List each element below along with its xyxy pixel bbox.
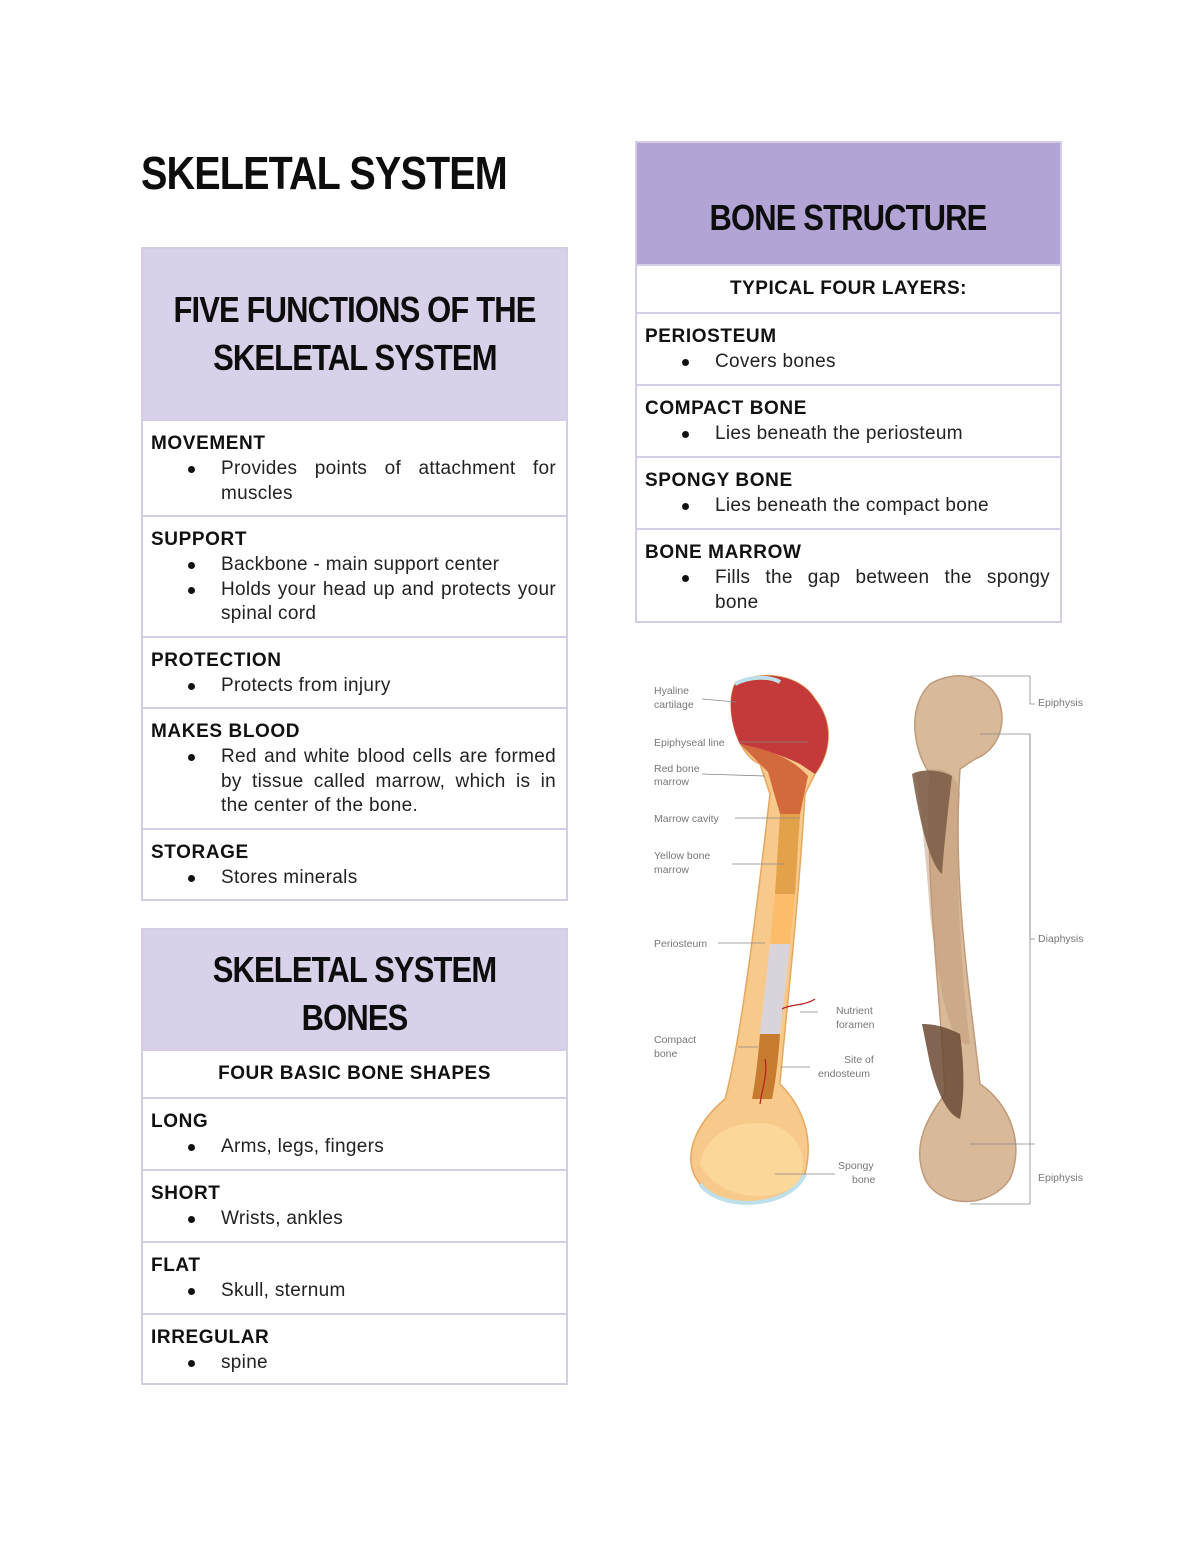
bullet-list bbox=[151, 553, 556, 627]
list-item: Covers bones bbox=[715, 350, 1050, 375]
section-flat bbox=[143, 1241, 566, 1313]
bullet-list bbox=[151, 745, 556, 819]
label-nutrient-2: foramen bbox=[836, 1019, 875, 1031]
section-title: MOVEMENT bbox=[151, 433, 266, 454]
label-yellow-marrow-2: marrow bbox=[654, 864, 690, 876]
section-support bbox=[143, 515, 566, 636]
section-title: BONE MARROW bbox=[645, 542, 802, 563]
functions-heading-line2: SKELETAL SYSTEM bbox=[212, 337, 497, 378]
functions-sections bbox=[143, 419, 566, 902]
list-item: Arms, legs, fingers bbox=[221, 1135, 556, 1160]
bullet-list bbox=[151, 866, 556, 891]
bullet-list bbox=[645, 566, 1050, 615]
bones-subheading: FOUR BASIC BONE SHAPES bbox=[143, 1049, 566, 1097]
section-title: SPONGY BONE bbox=[645, 470, 793, 491]
section-periosteum bbox=[637, 312, 1060, 384]
list-item: Red and white blood cells are formed by tissue called marrow, which is in the center of the bone. bbox=[221, 745, 556, 819]
structure-card bbox=[635, 141, 1062, 623]
bullet-list bbox=[151, 1135, 556, 1160]
list-item: Backbone - main support center bbox=[221, 553, 556, 578]
functions-heading-line1: FIVE FUNCTIONS OF THE bbox=[173, 289, 536, 330]
bones-card-header bbox=[143, 930, 566, 1049]
structure-sections bbox=[637, 312, 1060, 623]
label-compact-2: bone bbox=[654, 1048, 678, 1060]
section-title: PERIOSTEUM bbox=[645, 326, 777, 347]
section-spongy-bone bbox=[637, 456, 1060, 528]
bones-heading: SKELETAL SYSTEM BONES bbox=[212, 948, 497, 1038]
list-item: Stores minerals bbox=[221, 866, 556, 891]
label-hyaline-2: cartilage bbox=[654, 699, 694, 711]
section-title: FLAT bbox=[151, 1255, 201, 1276]
section-title: LONG bbox=[151, 1111, 209, 1132]
section-makes-blood bbox=[143, 707, 566, 828]
list-item: Skull, sternum bbox=[221, 1279, 556, 1304]
sectioned-bone-illustration bbox=[691, 676, 828, 1203]
structure-card-header bbox=[637, 143, 1060, 264]
section-title: PROTECTION bbox=[151, 650, 282, 671]
bullet-list bbox=[151, 1207, 556, 1232]
list-item: Protects from injury bbox=[221, 674, 556, 699]
section-irregular bbox=[143, 1313, 566, 1385]
label-yellow-marrow-1: Yellow bone bbox=[654, 850, 711, 862]
long-bone-diagram bbox=[640, 664, 1110, 1224]
label-spongy-1: Spongy bbox=[838, 1160, 874, 1172]
section-storage bbox=[143, 828, 566, 902]
label-endosteum-2: endosteum bbox=[818, 1068, 870, 1080]
bullet-list bbox=[151, 1279, 556, 1304]
label-epiphysis-bottom: Epiphysis bbox=[1038, 1172, 1083, 1184]
exterior-bone-illustration bbox=[912, 676, 1016, 1202]
bones-card bbox=[141, 928, 568, 1385]
label-nutrient-1: Nutrient bbox=[836, 1005, 873, 1017]
bones-sections bbox=[143, 1097, 566, 1385]
label-compact-1: Compact bbox=[654, 1034, 697, 1046]
label-spongy-2: bone bbox=[852, 1174, 876, 1186]
structure-heading: BONE STRUCTURE bbox=[710, 196, 987, 238]
bullet-list bbox=[151, 1351, 556, 1376]
bullet-list bbox=[645, 350, 1050, 375]
bullet-list bbox=[645, 494, 1050, 519]
list-item: Holds your head up and protects your spinal cord bbox=[221, 578, 556, 627]
section-title: STORAGE bbox=[151, 842, 249, 863]
section-long bbox=[143, 1097, 566, 1169]
list-item: Lies beneath the periosteum bbox=[715, 422, 1050, 447]
functions-card-header bbox=[143, 249, 566, 419]
section-bone-marrow bbox=[637, 528, 1060, 623]
section-movement bbox=[143, 419, 566, 515]
section-title: IRREGULAR bbox=[151, 1327, 270, 1348]
list-item: Fills the gap between the spongy bone bbox=[715, 566, 1050, 615]
section-compact-bone bbox=[637, 384, 1060, 456]
structure-subheading: TYPICAL FOUR LAYERS: bbox=[637, 264, 1060, 312]
label-red-marrow-2: marrow bbox=[654, 776, 690, 788]
label-epiphyseal-line: Epiphyseal line bbox=[654, 737, 725, 749]
label-diaphysis: Diaphysis bbox=[1038, 933, 1084, 945]
list-item: Wrists, ankles bbox=[221, 1207, 556, 1232]
section-title: COMPACT BONE bbox=[645, 398, 808, 419]
label-epiphysis-top: Epiphysis bbox=[1038, 697, 1083, 709]
label-hyaline-1: Hyaline bbox=[654, 685, 690, 697]
label-periosteum: Periosteum bbox=[654, 938, 708, 950]
section-title: MAKES BLOOD bbox=[151, 721, 301, 742]
page-title: SKELETAL SYSTEM bbox=[141, 147, 507, 199]
functions-card bbox=[141, 247, 568, 901]
section-short bbox=[143, 1169, 566, 1241]
list-item: Lies beneath the compact bone bbox=[715, 494, 1050, 519]
bullet-list bbox=[151, 674, 556, 699]
list-item: spine bbox=[221, 1351, 556, 1376]
label-marrow-cavity: Marrow cavity bbox=[654, 813, 719, 825]
label-red-marrow-1: Red bone bbox=[654, 763, 700, 775]
bullet-list bbox=[151, 457, 556, 506]
section-title: SHORT bbox=[151, 1183, 221, 1204]
label-endosteum-1: Site of bbox=[844, 1054, 874, 1066]
section-title: SUPPORT bbox=[151, 529, 248, 550]
section-protection bbox=[143, 636, 566, 707]
bullet-list bbox=[645, 422, 1050, 447]
list-item: Provides points of attachment for muscles bbox=[221, 457, 556, 506]
